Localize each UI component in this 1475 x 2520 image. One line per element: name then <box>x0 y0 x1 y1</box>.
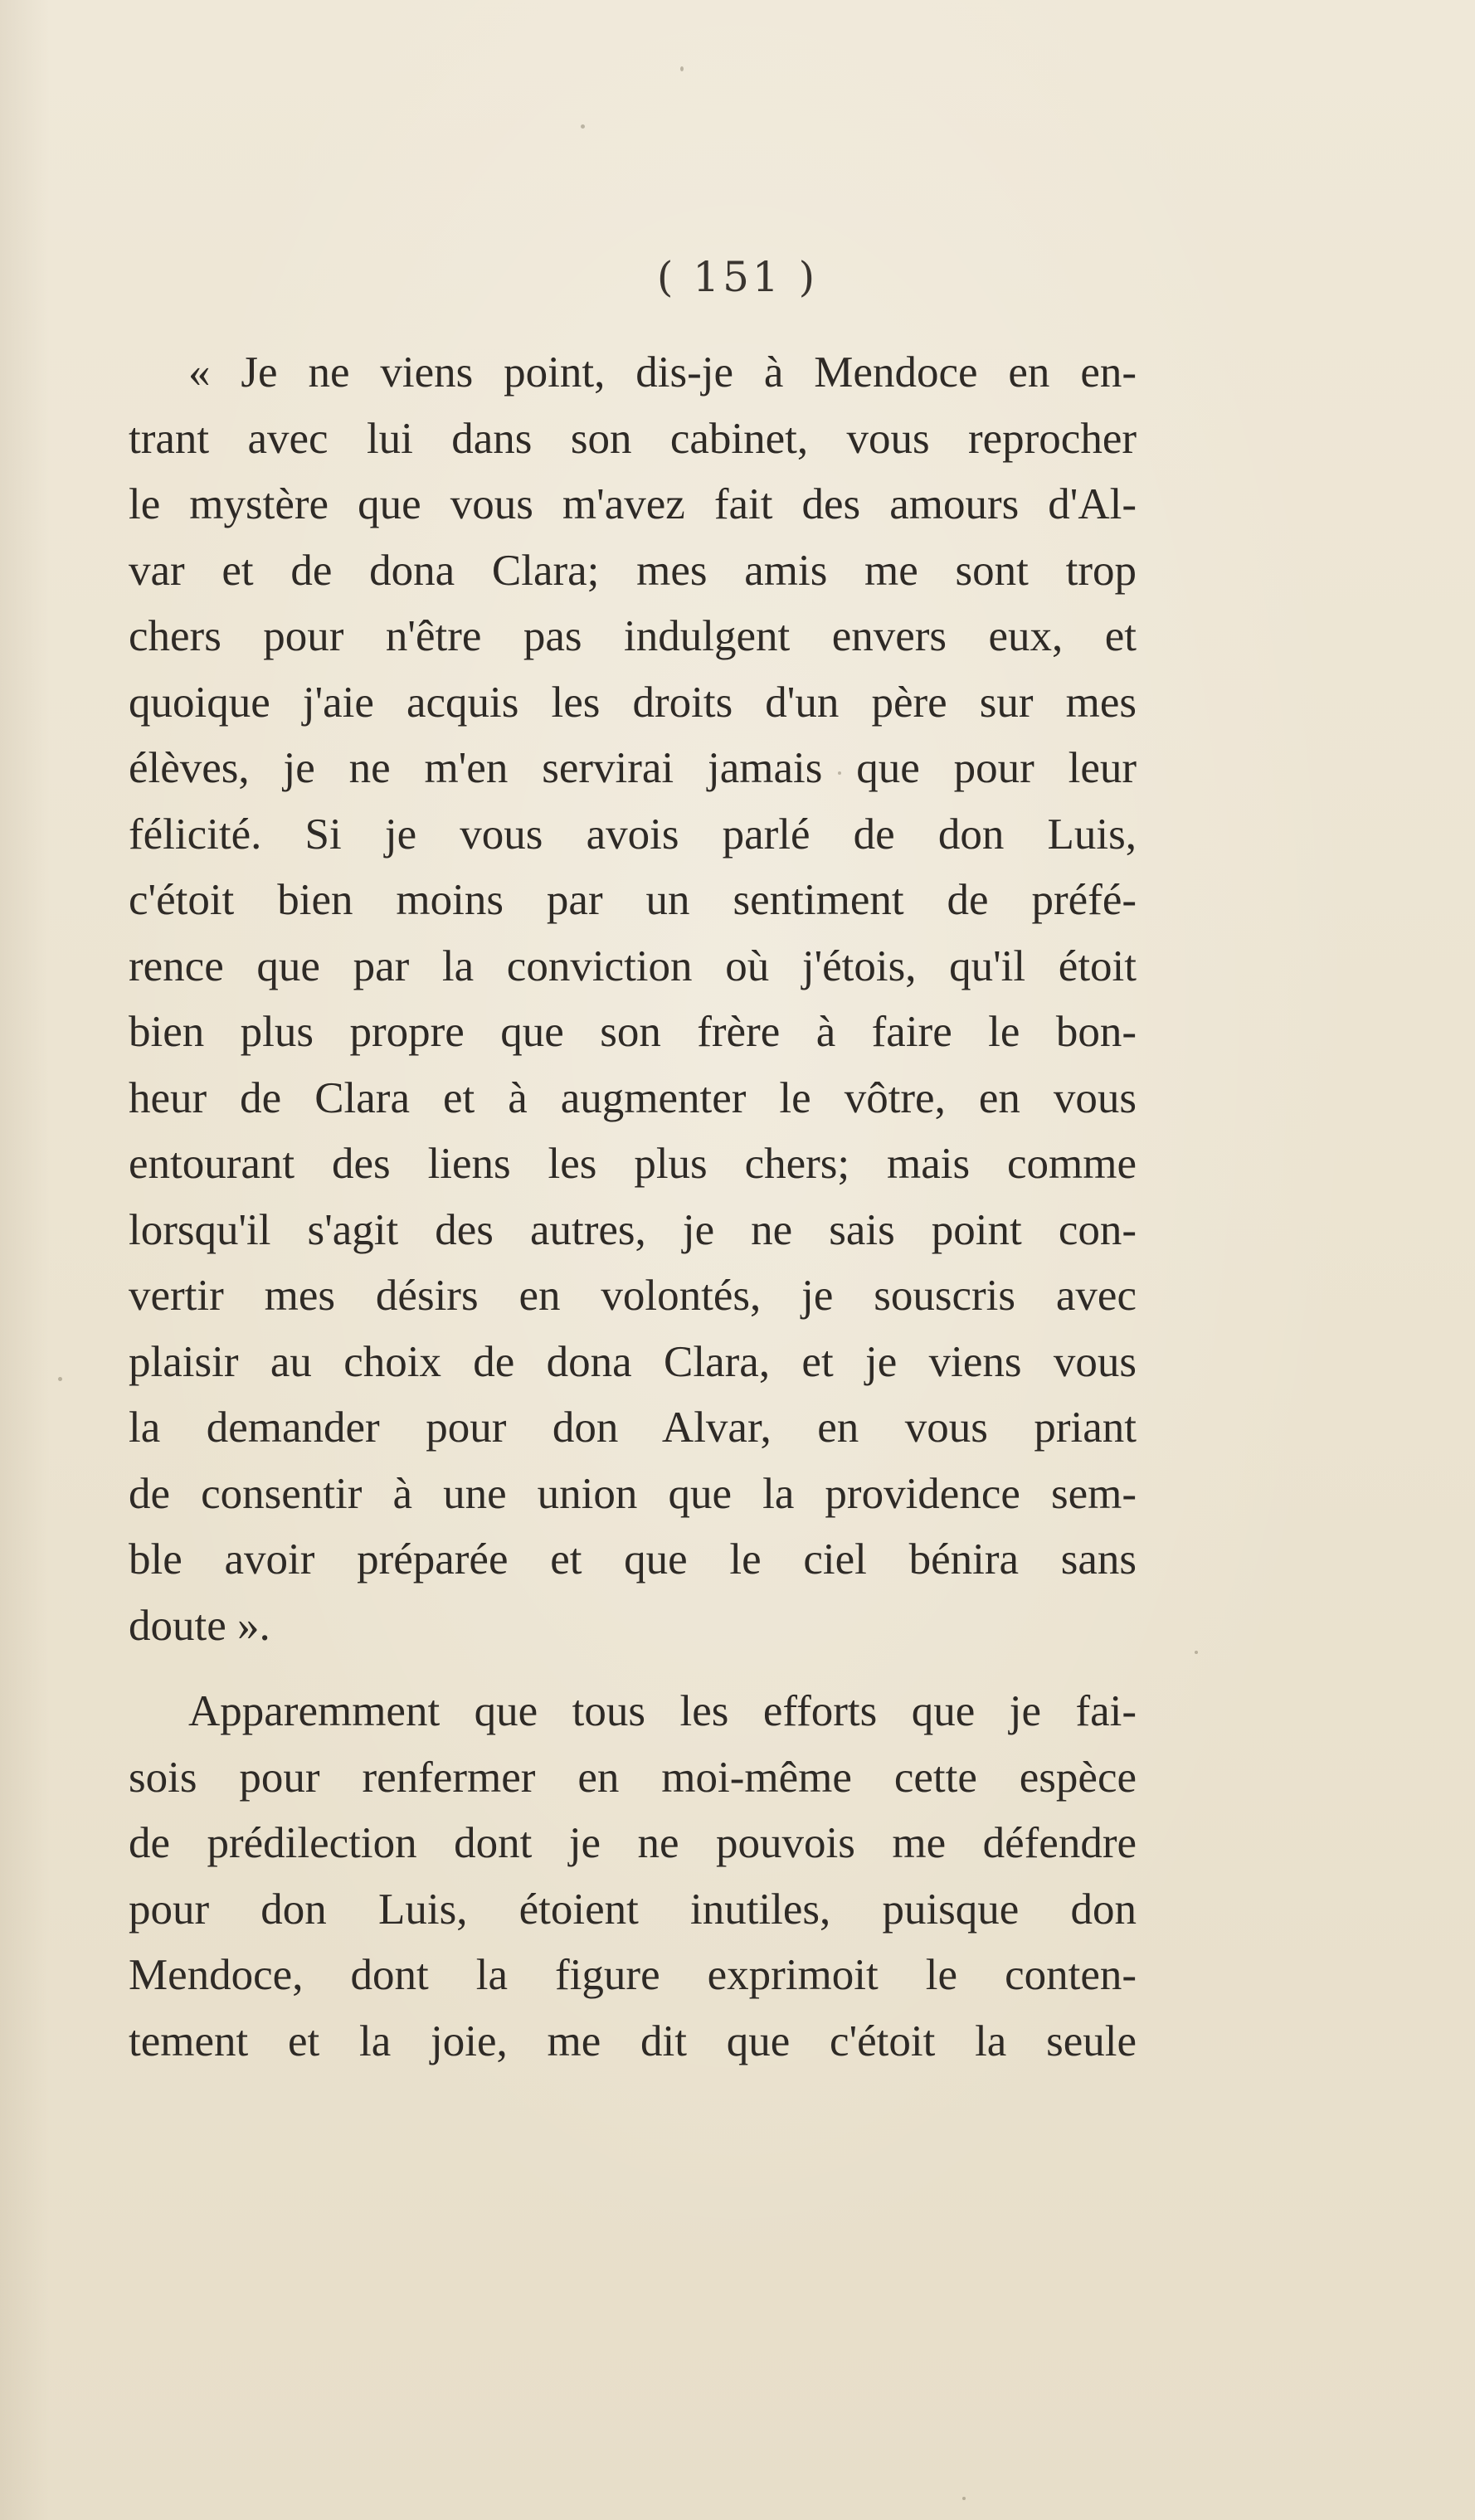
paper-speck <box>1195 1651 1198 1654</box>
paper-speck <box>581 124 585 129</box>
text-line: c'étoit bien moins par un sentiment de préfé- <box>129 876 1137 924</box>
text-line: quoique j'aie acquis les droits d'un père sur mes <box>129 678 1137 727</box>
text-line: heur de Clara et à augmenter le vôtre, en vous <box>129 1073 1137 1122</box>
paragraph <box>129 1679 1137 2075</box>
text-line: chers pour n'être pas indulgent envers eux, et <box>129 612 1137 660</box>
text-line: sois pour renfermer en moi-même cette espèce <box>129 1753 1137 1802</box>
text-line: ble avoir préparée et que le ciel bénira sans <box>129 1535 1137 1584</box>
text-line: élèves, je ne m'en servirai jamais que pour leur <box>129 744 1137 792</box>
text-line: doute ». <box>129 1601 270 1650</box>
text-line: tement et la joie, me dit que c'étoit la seule <box>129 2016 1137 2065</box>
text-line: trant avec lui dans son cabinet, vous reprocher <box>129 414 1137 463</box>
text-line: rence que par la conviction où j'étois, qu'il étoit <box>129 941 1137 990</box>
paragraph <box>129 340 1137 1659</box>
text-line: félicité. Si je vous avois parlé de don Luis, <box>129 810 1137 859</box>
page-edge-shadow <box>0 0 50 2520</box>
text-line: de prédilection dont je ne pouvois me défendre <box>129 1819 1137 1867</box>
text-line: la demander pour don Alvar, en vous priant <box>129 1404 1137 1452</box>
page-number: ( 151 ) <box>656 253 819 301</box>
text-line: de consentir à une union que la providence sem- <box>129 1469 1137 1518</box>
text-line: lorsqu'il s'agit des autres, je ne sais point con- <box>129 1205 1137 1254</box>
text-line: Apparemment que tous les efforts que je fai- <box>188 1687 1137 1735</box>
text-line: « Je ne viens point, dis-je à Mendoce en en- <box>188 348 1137 396</box>
text-line: pour don Luis, étoient inutiles, puisque don <box>129 1885 1137 1934</box>
text-line: vertir mes désirs en volontés, je souscris avec <box>129 1272 1137 1320</box>
paper-speck <box>680 66 684 71</box>
text-line: var et de dona Clara; mes amis me sont trop <box>129 546 1137 595</box>
text-line: Mendoce, dont la figure exprimoit le conten- <box>129 1951 1137 1999</box>
text-line: entourant des liens les plus chers; mais comme <box>129 1140 1137 1188</box>
paper-speck <box>962 2497 966 2500</box>
paper-speck <box>58 1377 62 1381</box>
text-line: le mystère que vous m'avez fait des amours d'Al- <box>129 480 1137 528</box>
text-line: plaisir au choix de dona Clara, et je viens vous <box>129 1337 1137 1386</box>
text-line: bien plus propre que son frère à faire le bon- <box>129 1008 1137 1056</box>
body-text <box>129 340 1137 2075</box>
